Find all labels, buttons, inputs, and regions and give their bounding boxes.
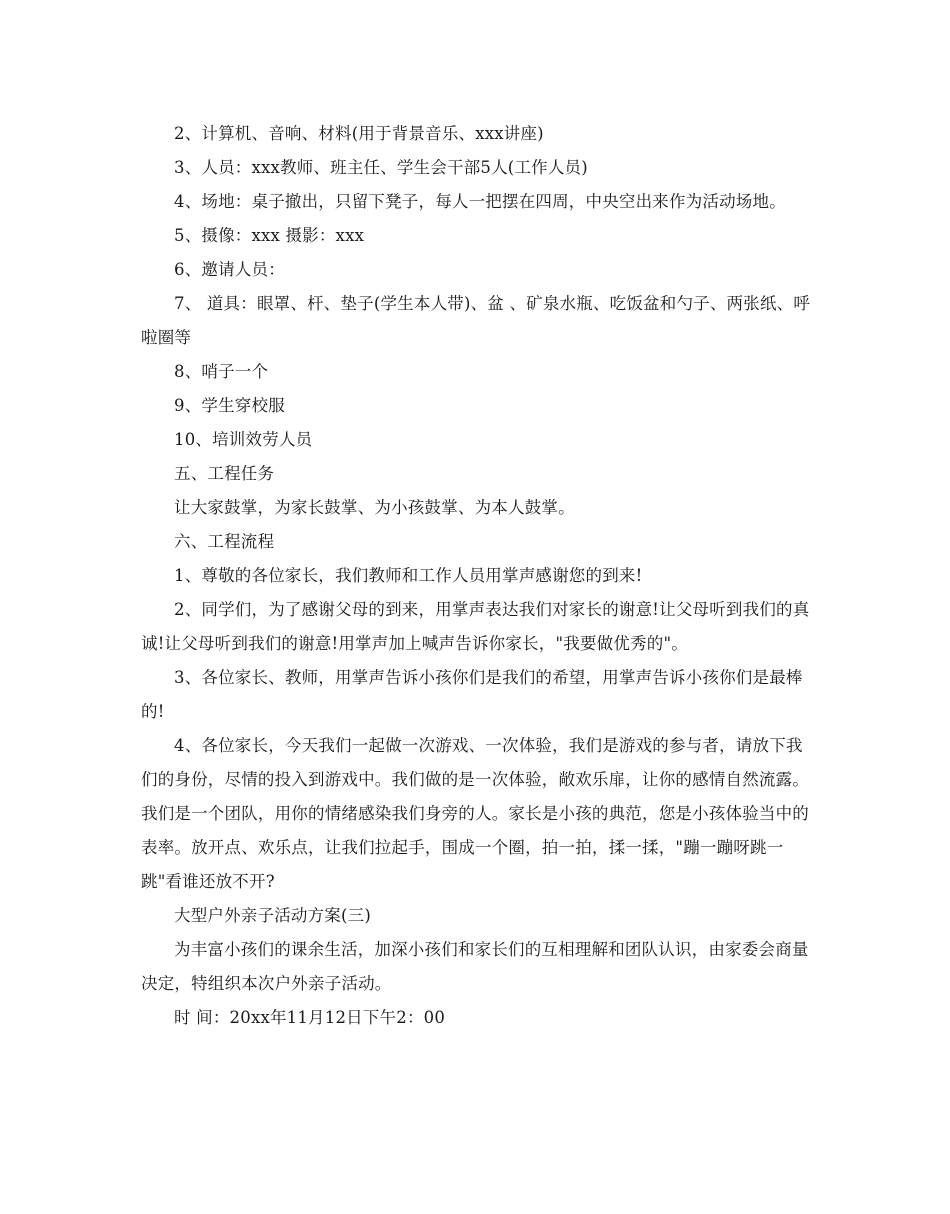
paragraph-item-3-staff: 3、人员：xxx教师、班主任、学生会干部5人(工作人员) [174, 158, 588, 177]
paragraph-process-4: 4、各位家长，今天我们一起做一次游戏、一次体验，我们是游戏的参与者，请放下我们的身份，尽情的投入到游戏中。我们做的是一次体验，敞欢乐扉，让你的感情自然流露。我们是一个团队，用你的情绪感染我们身旁的人。家长是小孩的典范，您是小孩体验当中的表率。放开点、欢乐点，让我们拉起手，围成一个圈，拍一拍，揉一揉，"蹦一蹦呀跳一跳"看谁还放不开? [141, 736, 809, 891]
paragraph-process-2: 2、同学们，为了感谢父母的到来，用掌声表达我们对家长的谢意!让父母听到我们的真诚!让父母听到我们的谢意!用掌声加上喊声告诉你家长，"我要做优秀的"。 [141, 600, 810, 653]
paragraph-item-7-props: 7、 道具：眼罩、杆、垫子(学生本人带)、盆 、矿泉水瓶、吃饭盆和勺子、两张纸、呼啦圈等 [141, 294, 811, 347]
paragraph-time: 时 间：20xx年11月12日下午2：00 [174, 1008, 446, 1027]
section-heading-tasks: 五、工程任务 [174, 464, 275, 483]
paragraph-item-5-camera: 5、摄像：xxx 摄影：xxx [174, 226, 365, 245]
paragraph-item-6-invitees: 6、邀请人员： [174, 260, 285, 279]
section-heading-plan-3: 大型户外亲子活动方案(三) [174, 906, 371, 925]
paragraph-item-4-venue: 4、场地：桌子撤出，只留下凳子，每人一把摆在四周，中央空出来作为活动场地。 [174, 192, 786, 211]
paragraph-process-1: 1、尊敬的各位家长，我们教师和工作人员用掌声感谢您的到来! [174, 566, 643, 585]
document-body [141, 117, 813, 1035]
paragraph-item-2-equipment: 2、计算机、音响、材料(用于背景音乐、xxx讲座) [174, 124, 544, 143]
paragraph-process-3: 3、各位家长、教师，用掌声告诉小孩你们是我们的希望，用掌声告诉小孩你们是最棒的! [141, 668, 803, 721]
paragraph-item-9-uniform: 9、学生穿校服 [174, 396, 285, 415]
paragraph-plan-intro: 为丰富小孩们的课余生活，加深小孩们和家长们的互相理解和团队认识，由家委会商量决定，特组织本次户外亲子活动。 [141, 940, 809, 993]
section-heading-process: 六、工程流程 [174, 532, 275, 551]
paragraph-item-10-service: 10、培训效劳人员 [174, 430, 313, 449]
paragraph-applause: 让大家鼓掌，为家长鼓掌、为小孩鼓掌、为本人鼓掌。 [174, 498, 575, 517]
paragraph-item-8-whistle: 8、哨子一个 [174, 362, 269, 381]
